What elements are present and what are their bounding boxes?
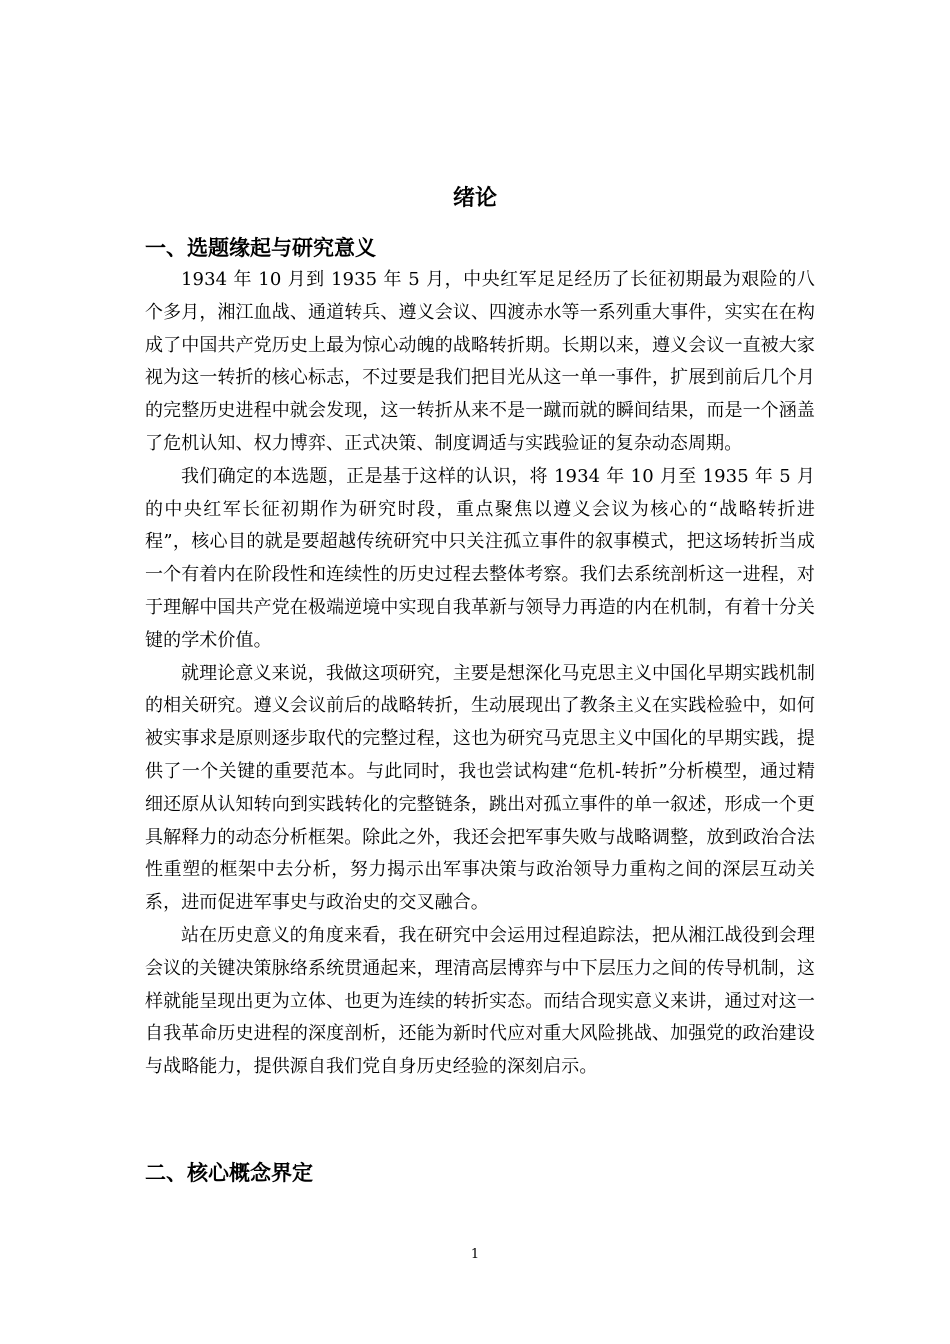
section-heading-1: 一、选题缘起与研究意义	[145, 236, 376, 260]
section-heading-2: 二、核心概念界定	[145, 1161, 313, 1185]
page-number: 1	[470, 1247, 480, 1262]
section-1-body	[145, 264, 815, 1084]
paragraph-3: 就理论意义来说，我做这项研究，主要是想深化马克思主义中国化早期实践机制的相关研究。遵义会议前后的战略转折，生动展现出了教条主义在实践检验中，如何被实事求是原则逐步取代的完整过程，这也为研究马克思主义中国化的早期实践，提供了一个关键的重要范本。与此同时，我也尝试构建“危机-转折”分析模型，通过精细还原从认知转向到实践转化的完整链条，跳出对孤立事件的单一叙述，形成一个更具解释力的动态分析框架。除此之外，我还会把军事失败与战略调整，放到政治合法性重塑的框架中去分析，努力揭示出军事决策与政治领导力重构之间的深层互动关系，进而促进军事史与政治史的交叉融合。	[145, 662, 815, 914]
paragraph-2: 我们确定的本选题，正是基于这样的认识，将 1934 年 10 月至 1935 年 5 月的中央红军长征初期作为研究时段，重点聚焦以遵义会议为核心的“战略转折进程”，核心目的就是要超越传统研究中只关注孤立事件的叙事模式，把这场转折当成一个有着内在阶段性和连续性的历史过程去整体考察。我们去系统剖析这一进程，对于理解中国共产党在极端逆境中实现自我革新与领导力再造的内在机制，有着十分关键的学术价值。	[145, 465, 815, 651]
paragraph-1: 1934 年 10 月到 1935 年 5 月，中央红军足足经历了长征初期最为艰险的八个多月，湘江血战、通道转兵、遵义会议、四渡赤水等一系列重大事件，实实在在构成了中国共产党历史上最为惊心动魄的战略转折期。长期以来，遵义会议一直被大家视为这一转折的核心标志，不过要是我们把目光从这一单一事件，扩展到前后几个月的完整历史进程中就会发现，这一转折从来不是一蹴而就的瞬间结果，而是一个涵盖了危机认知、权力博弈、正式决策、制度调适与实践验证的复杂动态周期。	[145, 269, 815, 454]
document-title: 绪论	[452, 186, 497, 211]
paragraph-4: 站在历史意义的角度来看，我在研究中会运用过程追踪法，把从湘江战役到会理会议的关键决策脉络系统贯通起来，理清高层博弈与中下层压力之间的传导机制，这样就能呈现出更为立体、也更为连续的转折实态。而结合现实意义来讲，通过对这一自我革命历史进程的深度剖析，还能为新时代应对重大风险挑战、加强党的政治建设与战略能力，提供源自我们党自身历史经验的深刻启示。	[145, 924, 815, 1078]
